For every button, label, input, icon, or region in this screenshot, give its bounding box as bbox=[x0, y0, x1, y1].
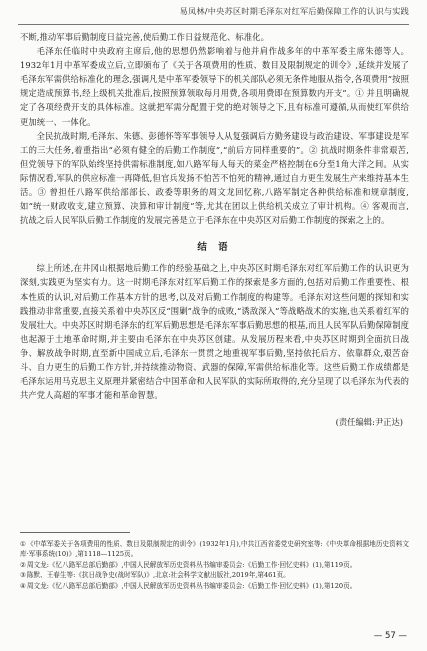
header-divider bbox=[18, 24, 409, 25]
footnote-divider bbox=[20, 532, 130, 533]
footnote-mark: ① bbox=[20, 540, 26, 548]
paragraph: 全民抗战时期,毛泽东、朱德、彭德怀等军事领导人从复强调后方勤务建设与政治建设、军事建设是军工的三大任务,着重指出“必须有健全的后勤工作制度”,“前后方同样重要的”。② 抗战时期条件非常艰苦,但党领导下的军队始终坚持供需标准制度,如八路军每人每天的菜金严格控制在6分至1角大洋之间。从实际情况看,军队的供应标准一再降低,但官兵发扬不怕苦不怕死的精神,通过自力更生发展生产来维持基本生活。③ 曾担任八路军供给部部长、政委等职务的周文龙回忆称,八路军制定各种供给标准和规章制度,如“统一财政收支,建立预算、决算和审计制度”等,尤其在团以上供给机关成立了审计机构。④ 客观而言,抗战之后人民军队后勤工作制度的发展完善是立于毛泽东在中央苏区对后勤工作制度的探索之上的。 bbox=[20, 130, 409, 226]
footnote-text: 周文龙:《忆八路军总部后勤部》,中国人民解放军历史资料丛书编审委员会:《后勤工作·回忆史料》(1),第119页。 bbox=[26, 560, 357, 569]
footnote-mark: ③ bbox=[20, 571, 26, 580]
footnote bbox=[20, 570, 409, 580]
section-heading: 结 语 bbox=[197, 242, 232, 254]
paragraph-continuation: 不断,推动军事后勤制度日益完善,使后勤工作日益规范化、标准化。 bbox=[20, 32, 269, 42]
footnote-mark: ② bbox=[20, 560, 26, 569]
footnote bbox=[20, 539, 409, 560]
main-text bbox=[20, 30, 409, 428]
footnotes bbox=[20, 532, 409, 591]
paragraph: 毛泽东任临时中央政府主席后,他的思想仍然影响着与他并肩作战多年的中革军委主席朱德等人。1932年1月中革军委成立后,立即颁布了《关于各项费用的性质、数目及限制规定的训令》,延续并发展了毛泽东军需供给标准化的理念,强调凡是中革军委领导下的机关部队必须无条件地服从指令,各项费用“按照规定造成预算书,经上级机关批准后,按照预算领取每月用费,各项用费即在预算数内开支”。① 并且明确规定了各项经费开支的具体标准。这就把军需分配置于党的绝对领导之下,且有标准可遵循,从而使红军供给更加统一、一体化。 bbox=[20, 46, 409, 127]
footnote bbox=[20, 560, 409, 570]
responsible-editor: (责任编辑:尹正达) bbox=[335, 417, 403, 428]
footnote-text: 陈默、王春生等:《抗日战争史(战时军队)》,北京:社会科学文献出版社,2019年,第461页。 bbox=[26, 571, 290, 580]
footnote-text: 《中革军委关于各项费用的性质、数目及限制规定的训令》(1932年1月),中共江西省委党史研究室等:《中央革命根据地历史资料文库·军事系统(10)》,第1118—1125页。 bbox=[20, 540, 409, 559]
conclusion-paragraph: 综上所述,在井冈山根据地后勤工作的经验基础之上,中央苏区时期毛泽东对红军后勤工作的认识更为深刻,实践更为坚实有力。这一时期毛泽东对红军后勤工作的探索是多方面的,包括对后勤工作重要性、根本性质的认识,对后勤工作基本方针的思考,以及对后勤工作制度的构建等。毛泽东对这些问题的探知和实践推动非常重要,直接关系着中央苏区反“围剿”战争的成败,“诱敌深入”等战略战术的实施,也关系着红军的发展壮大。中央苏区时期毛泽东的红军后勤思想是毛泽东军事后勤思想的根基,而且人民军队后勤保障制度也起源于土地革命时期,并主要由毛泽东在中央苏区创建。从发展历程来看,中央苏区时期到全面抗日战争、解放战争时期,直至新中国成立后,毛泽东一贯贯之地重视军事后勤,坚持依托后方、依靠群众,艰苦奋斗、自力更生的后勤工作方针,并持续推动物资、武器的保障,军需供给标准化等。这些后勤工作成绩都是毛泽东运用马克思主义原理并紧密结合中国革命和人民军队的实际所取得的,充分呈现了以毛泽东为代表的共产党人高超的军事才能和革命智慧。 bbox=[20, 263, 409, 401]
running-header: 易凤林/中央苏区时期毛泽东对红军后勤保障工作的认识与实践 bbox=[179, 6, 409, 16]
page-number: — 57 — bbox=[373, 631, 407, 641]
footnote bbox=[20, 581, 409, 591]
footnote-mark: ④ bbox=[20, 581, 26, 590]
footnote-text: 周文龙:《忆八路军总部后勤部》,中国人民解放军历史资料丛书编审委员会:《后勤工作·回忆史料》(1),第120页。 bbox=[26, 581, 357, 590]
